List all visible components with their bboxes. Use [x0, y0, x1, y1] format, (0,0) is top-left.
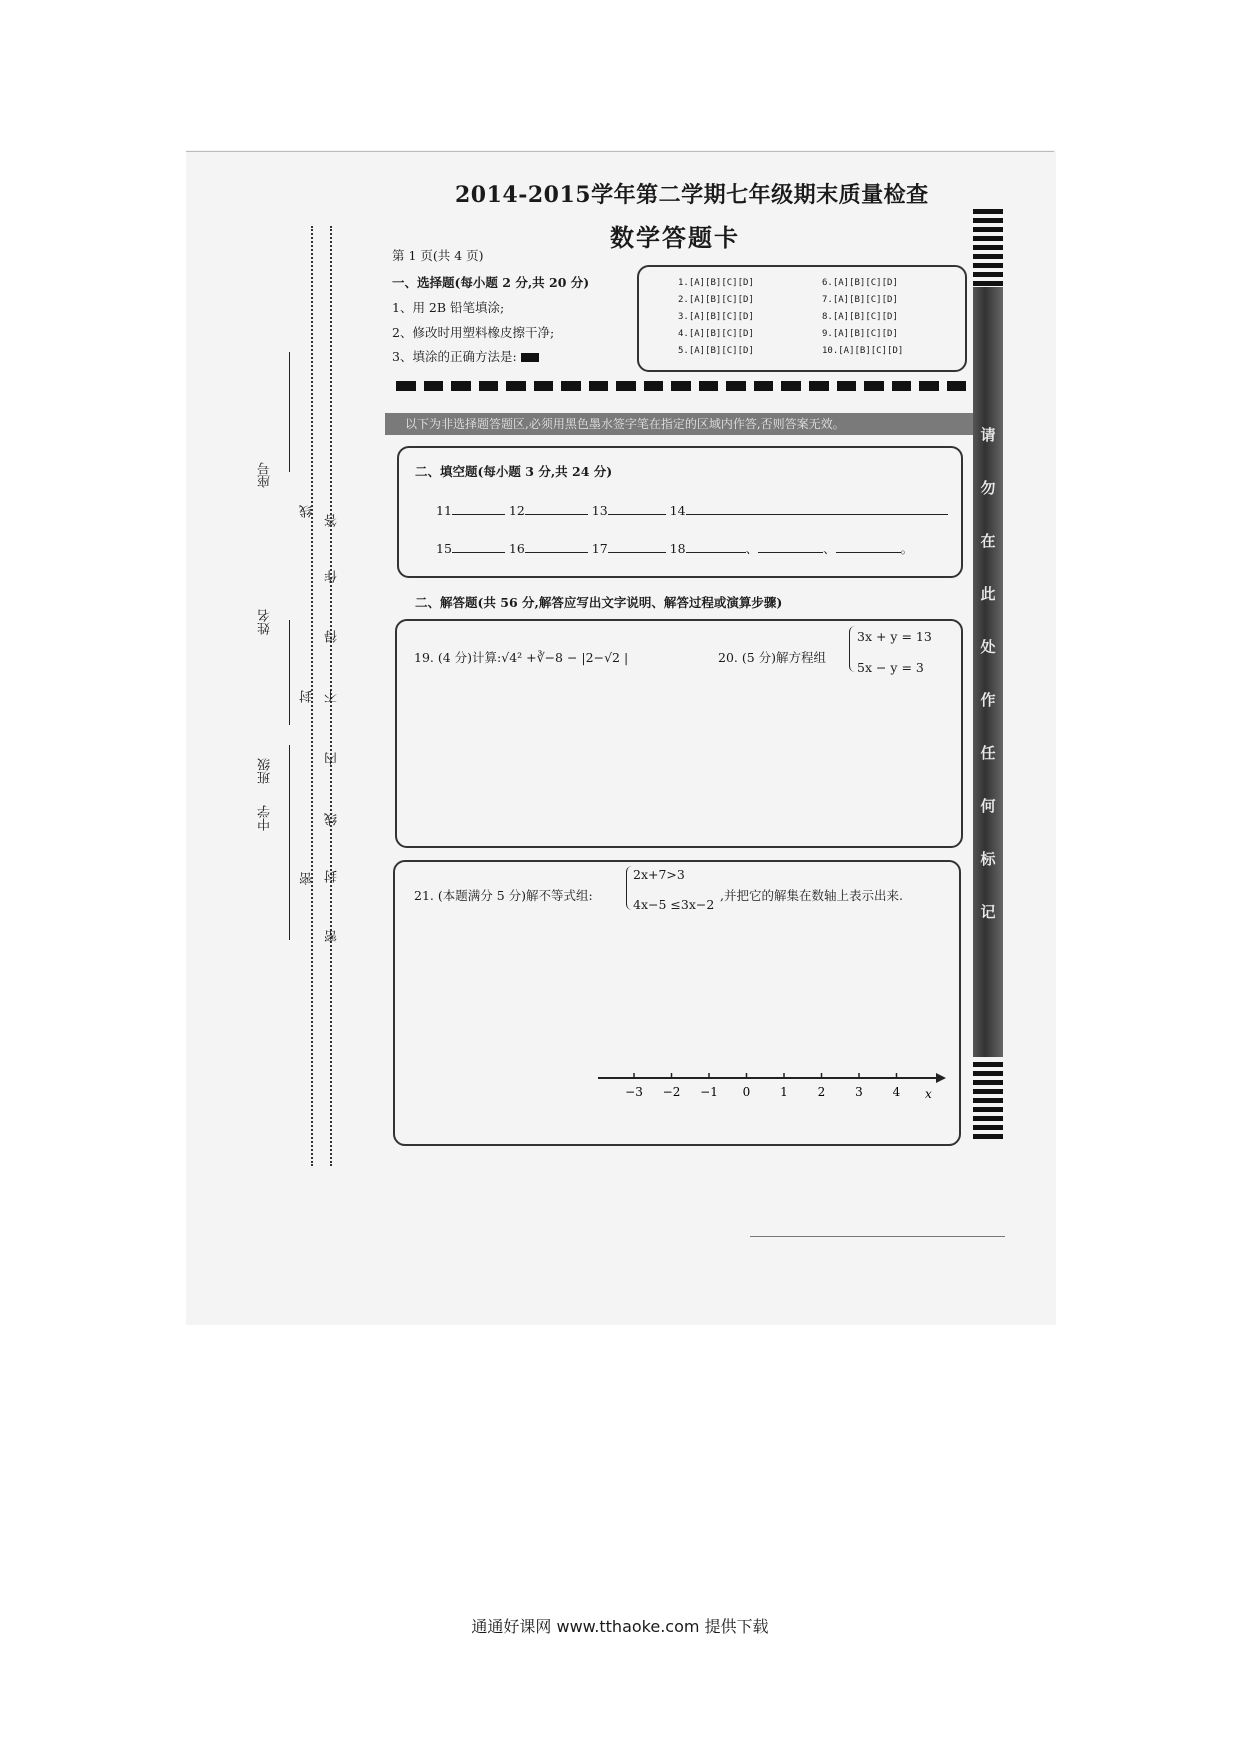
side-warning-char: 任	[980, 744, 996, 762]
tick-label: 2	[817, 1085, 826, 1099]
tick-label: −1	[700, 1085, 718, 1099]
q11-blank[interactable]	[452, 500, 505, 515]
school-label: 中学	[258, 805, 273, 831]
binding-inner-text: 线	[325, 813, 340, 826]
end-mark: 。	[900, 541, 914, 556]
side-warning-char: 在	[980, 532, 996, 550]
choice-row[interactable]: 2.[A][B][C][D]	[678, 295, 754, 305]
q18-blank-c[interactable]	[836, 538, 901, 553]
q18-blank-b[interactable]	[758, 538, 823, 553]
q21-eq2: 4x−5 ≤3x−2	[633, 897, 715, 912]
sheet-title: 数学答题卡	[610, 223, 740, 252]
separator: 、	[823, 541, 836, 556]
top-rule	[186, 151, 1054, 152]
q20-label: 20. (5 分)解方程组	[718, 650, 827, 665]
binding-inner-text: 封	[325, 870, 340, 883]
q19-text: 19. (4 分)计算:√4² +∛−8 − |2−√2 |	[414, 650, 629, 665]
q21-label: 21. (本题满分 5 分)解不等式组:	[414, 888, 593, 903]
q11-label: 11	[436, 503, 452, 518]
side-warning-char: 处	[980, 638, 996, 656]
side-warning-char: 勿	[980, 479, 996, 497]
q20-brace	[849, 626, 856, 672]
choice-row[interactable]: 4.[A][B][C][D]	[678, 329, 754, 339]
no-mark-strip	[973, 287, 1003, 1057]
q15-blank[interactable]	[452, 538, 505, 553]
filled-mark-example	[521, 353, 539, 362]
q16-label: 16	[508, 541, 525, 556]
bottom-timing-stripes	[973, 1062, 1003, 1139]
choice-col-right	[822, 278, 903, 363]
binding-text: 封	[300, 690, 315, 703]
class-label: 班级	[258, 758, 273, 784]
choice-row[interactable]: 5.[A][B][C][D]	[678, 346, 754, 356]
seat-number-label: 座号	[258, 462, 273, 488]
q20-eq2: 5x − y = 3	[857, 660, 924, 675]
q15-label: 15	[436, 541, 452, 556]
q12-blank[interactable]	[525, 500, 588, 515]
side-warning-char: 此	[980, 585, 996, 603]
tick-label: −2	[662, 1085, 681, 1099]
choice-row[interactable]: 3.[A][B][C][D]	[678, 312, 754, 322]
scan-bottom-rule	[750, 1236, 1005, 1237]
q16-blank[interactable]	[525, 538, 588, 553]
choice-row[interactable]: 10.[A][B][C][D]	[822, 346, 904, 356]
choice-row[interactable]: 6.[A][B][C][D]	[822, 278, 898, 288]
choice-row[interactable]: 1.[A][B][C][D]	[678, 278, 754, 288]
side-warning-char: 请	[980, 426, 996, 444]
name-blank	[289, 620, 290, 725]
choice-row[interactable]: 8.[A][B][C][D]	[822, 312, 898, 322]
page-info: 第 1 页(共 4 页)	[392, 248, 484, 263]
exam-title: 2014-2015学年第二学期七年级期末质量检查	[455, 182, 929, 208]
tick-label: 3	[855, 1085, 863, 1099]
instruction-2: 2、修改时用塑料橡皮擦干净;	[392, 325, 555, 340]
binding-inner-text: 答	[325, 514, 340, 527]
class-blank	[289, 745, 290, 835]
choice-row[interactable]: 7.[A][B][C][D]	[822, 295, 898, 305]
section2-heading: 二、填空题(每小题 3 分,共 24 分)	[415, 464, 613, 479]
q21-eq1: 2x+7>3	[633, 867, 685, 882]
instruction-1: 1、用 2B 铅笔填涂;	[392, 300, 505, 315]
axis-arrow	[936, 1073, 946, 1083]
q17-label: 17	[591, 541, 608, 556]
q12-label: 12	[508, 503, 525, 518]
fill-row-2	[436, 538, 913, 557]
download-footer: 通通好课网 www.tthaoke.com 提供下载	[471, 1617, 769, 1636]
q14-label: 14	[669, 503, 686, 518]
q14-blank[interactable]	[686, 500, 948, 515]
binding-text: 线	[300, 505, 315, 518]
q21-brace	[626, 866, 633, 910]
side-warning-char: 作	[980, 691, 996, 709]
fill-row-1	[436, 500, 948, 518]
answer-area-notice: 以下为非选择题答题区,必须用黑色墨水签字笔在指定的区域内作答,否则答案无效。	[385, 413, 975, 435]
tick-label: 0	[742, 1085, 751, 1099]
side-warning-char: 何	[980, 797, 996, 815]
choice-row[interactable]: 9.[A][B][C][D]	[822, 329, 898, 339]
q13-label: 13	[591, 503, 608, 518]
binding-inner-text: 内	[325, 752, 340, 765]
axis-label: x	[925, 1087, 932, 1101]
timing-marks-row	[396, 381, 966, 391]
section1-heading: 一、选择题(每小题 2 分,共 20 分)	[392, 275, 590, 290]
binding-inner-text: 作	[325, 570, 340, 583]
name-label: 姓名	[258, 609, 273, 635]
q13-blank[interactable]	[608, 500, 666, 515]
binding-inner-text: 得	[325, 630, 340, 643]
separator: 、	[745, 541, 759, 556]
side-warning-char: 记	[980, 903, 996, 921]
binding-inner-text: 不	[325, 690, 340, 703]
section3-heading: 二、解答题(共 56 分,解答应写出文字说明、解答过程或演算步骤)	[415, 595, 783, 610]
q18-label: 18	[669, 541, 686, 556]
tick-label: −3	[625, 1085, 643, 1099]
side-warning-char: 标	[980, 850, 996, 868]
choice-col-left	[678, 278, 754, 363]
seat-number-blank	[289, 352, 290, 472]
binding-inner-text: 密	[325, 930, 340, 943]
q21-tail: ,并把它的解集在数轴上表示出来.	[720, 888, 903, 903]
school-blank	[289, 830, 290, 940]
instruction-3	[392, 347, 539, 365]
tick-label: 1	[780, 1085, 788, 1099]
top-timing-stripes	[973, 209, 1003, 286]
binding-text: 密	[300, 872, 315, 885]
tick-label: 4	[892, 1085, 901, 1099]
number-line	[590, 1068, 950, 1104]
q17-blank[interactable]	[608, 538, 666, 553]
q18-blank-a[interactable]	[686, 538, 746, 553]
instruction-3-text: 3、填涂的正确方法是:	[392, 349, 517, 364]
q20-eq1: 3x + y = 13	[857, 629, 932, 644]
